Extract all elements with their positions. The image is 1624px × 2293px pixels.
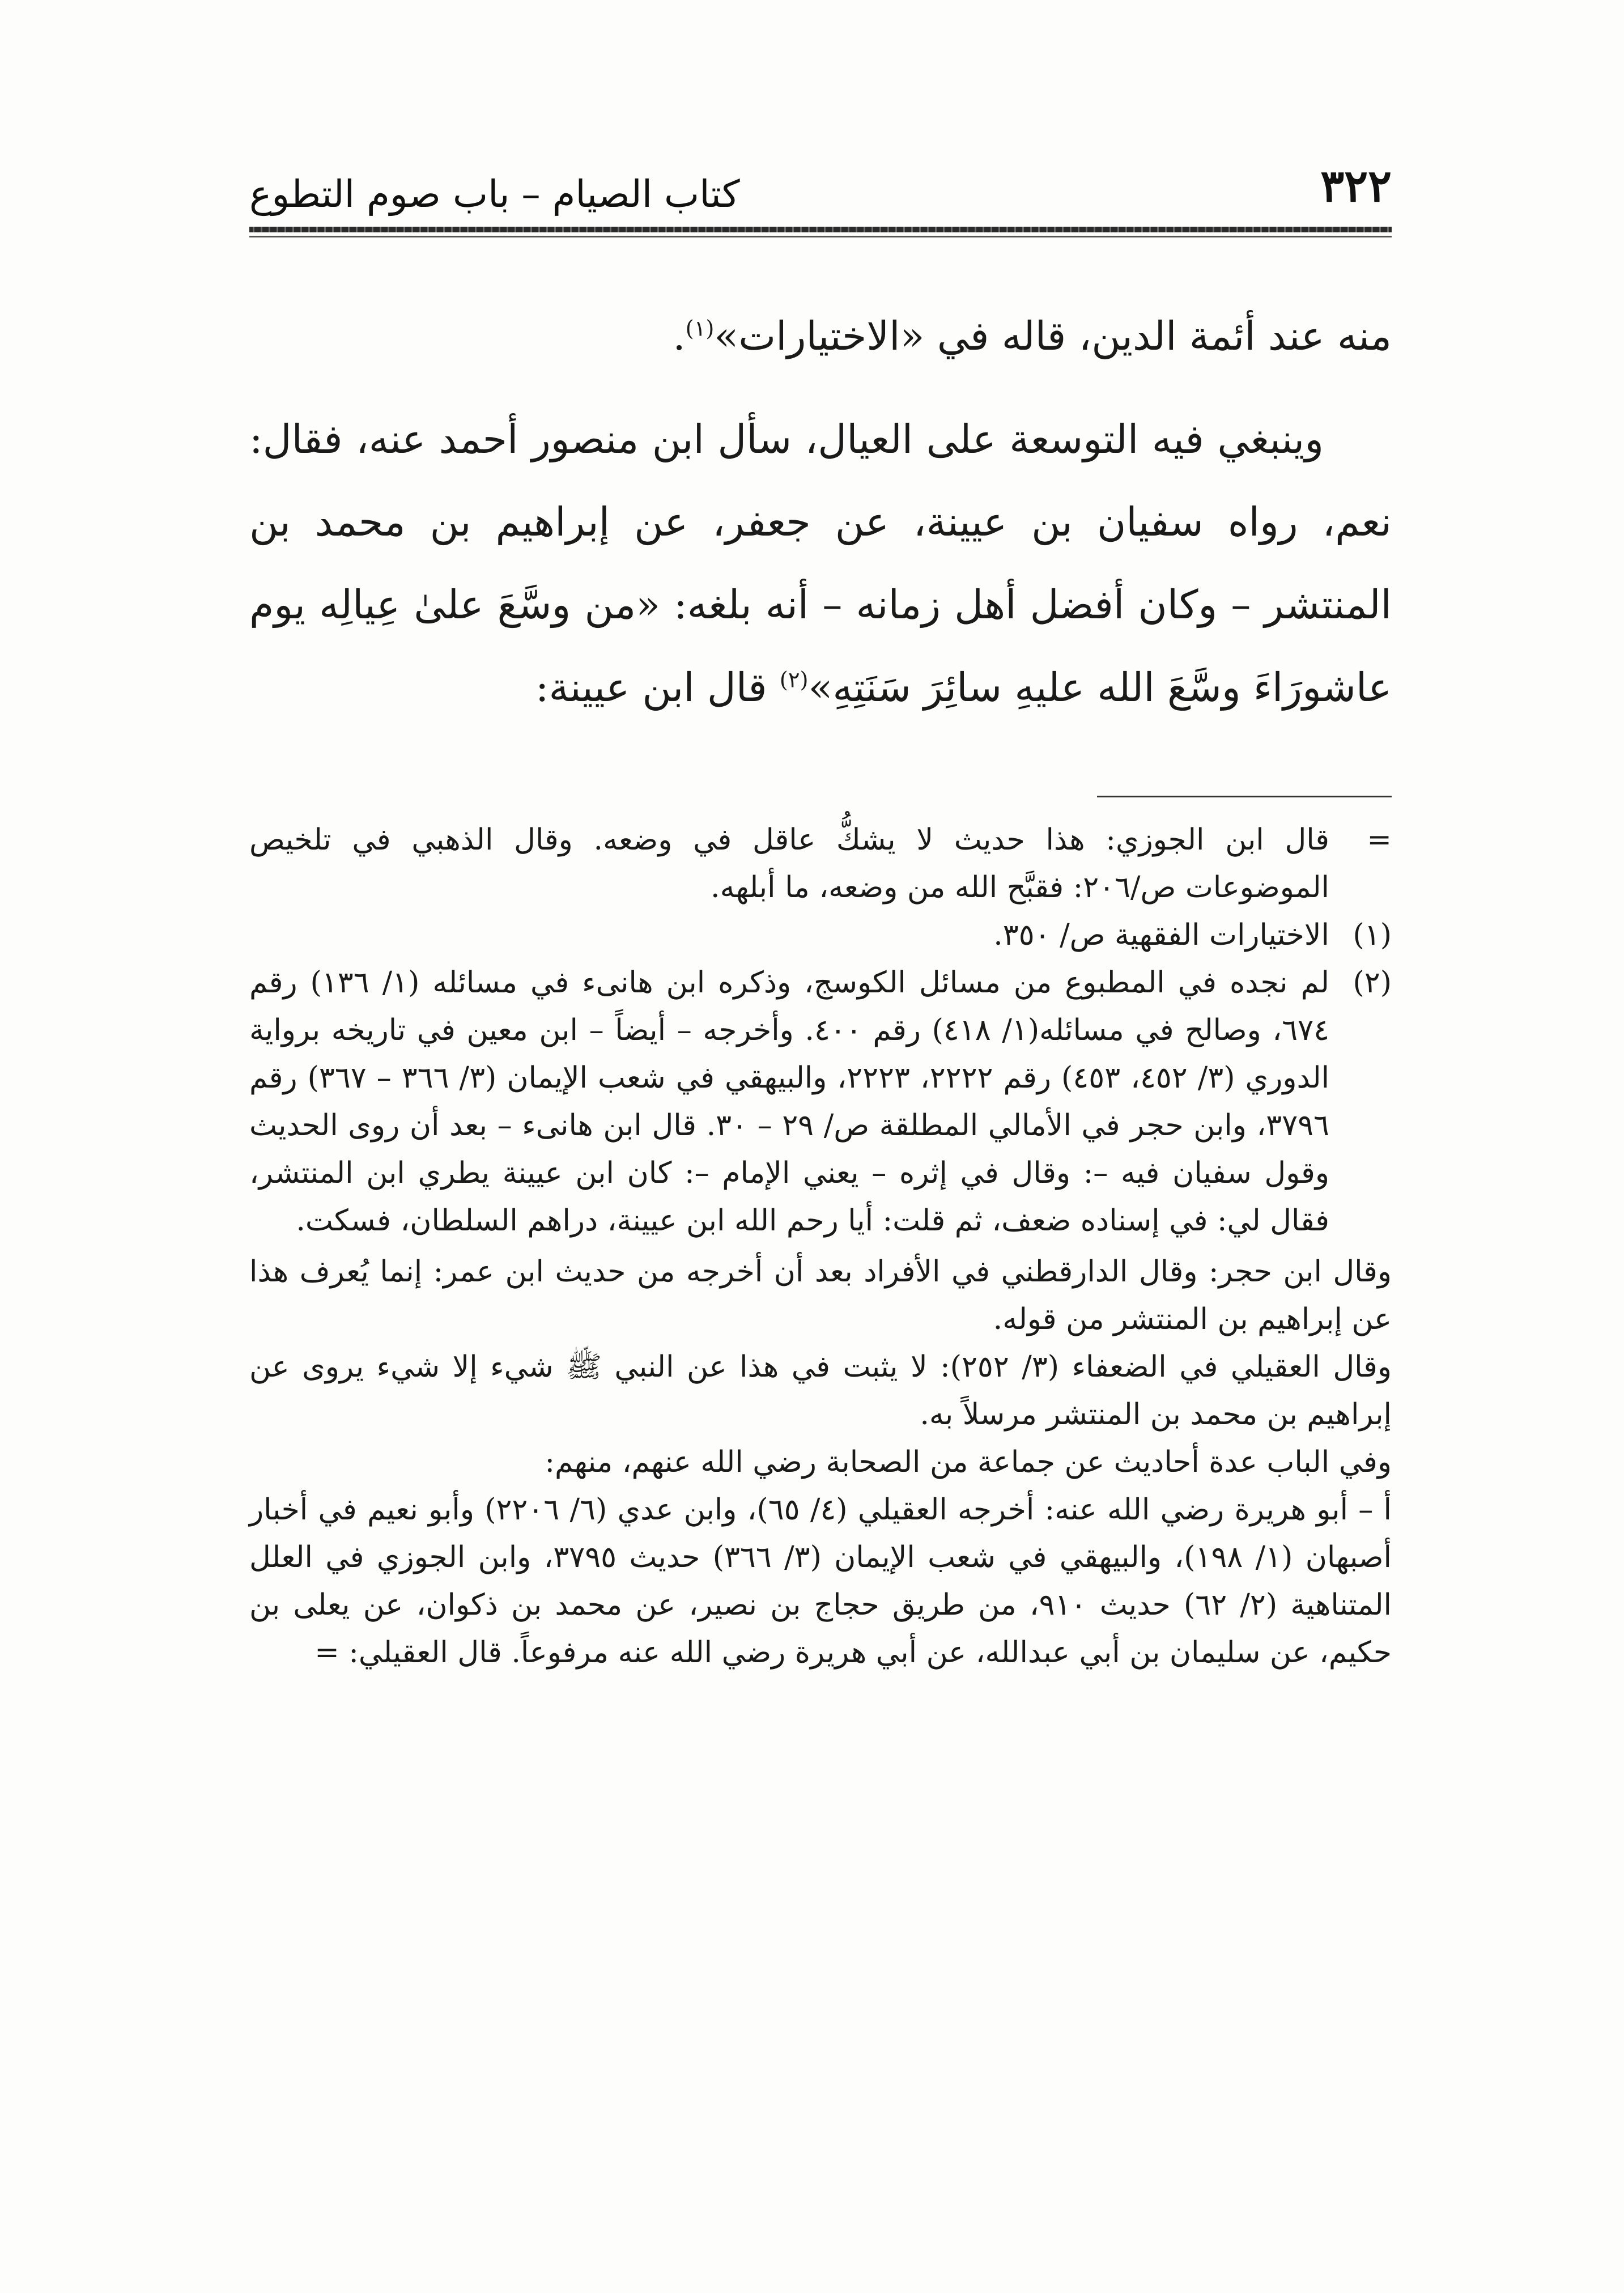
footnote-1 <box>249 911 1392 959</box>
footnote-2-ibn-hajar: وقال ابن حجر: وقال الدارقطني في الأفراد بعد أن أخرجه من حديث ابن عمر: إنما يُعرف هذا عن إبراهيم بن المنتشر من قوله. <box>249 1255 1392 1336</box>
footnote-continuation <box>249 816 1392 911</box>
continuation-mark: = <box>1367 823 1392 857</box>
main-line-1-text: منه عند أئمة الدين، قاله في «الاختيارات» <box>714 313 1392 359</box>
footnote-2-bab: وفي الباب عدة أحاديث عن جماعة من الصحابة رضي الله عنهم، منهم: <box>545 1445 1392 1479</box>
footnote-ref-1: (١) <box>685 316 715 342</box>
header-rule-thick <box>249 227 1392 232</box>
main-line-1-tail: . <box>673 313 686 359</box>
main-paragraph-2-tail: قال ابن عيينة: <box>535 664 780 711</box>
main-text <box>249 295 1392 749</box>
main-paragraph-1 <box>249 295 1392 377</box>
footnote-continuation-text: قال ابن الجوزي: هذا حديث لا يشكُّ عاقل في وضعه. وقال الذهبي في تلخيص الموضوعات ص/٢٠٦: فقبَّح الله من وضعه، ما أبلهه. <box>249 823 1329 905</box>
running-title: كتاب الصيام – باب صوم التطوع <box>249 172 740 216</box>
page-header <box>249 153 1392 238</box>
footnote-2-text: لم نجده في المطبوع من مسائل الكوسج، وذكره ابن هانىء في مسائله (١/ ١٣٦) رقم ٦٧٤، وصالح في مسائله(١/ ٤١٨) رقم ٤٠٠. وأخرجه – أيضاً – ابن معين في تاريخه برواية الدوري (٣/ ٤٥٢، ٤٥٣) رقم ٢٢٢٢، ٢٢٢٣، والبيهقي في شعب الإيمان (٣/ ٣٦٦ – ٣٦٧) رقم ٣٧٩٦، وابن حجر في الأمالي المطلقة ص/ ٢٩ – ٣٠. قال ابن هانىء – بعد أن روى الحديث وقول سفيان فيه –: وقال في إثره – يعني الإمام –: كان ابن عيينة يطري ابن المنتشر، فقال لي: في إسناده ضعف، ثم قلت: أيا رحم الله ابن عيينة، دراهم السلطان، فسكت. <box>249 966 1330 1238</box>
footnote-2-mark: (٢) <box>1353 966 1392 1000</box>
footnote-2-abu-hurayra: أ – أبو هريرة رضي الله عنه: أخرجه العقيلي (٤/ ٦٥)، وابن عدي (٦/ ٢٢٠٦) وأبو نعيم في أخبار أصبهان (١/ ١٩٨)، والبيهقي في شعب الإيمان (٣/ ٣٦٦) حديث ٣٧٩٥، وابن الجوزي في العلل المتناهية (٢/ ٦٢) حديث ٩١٠، من طريق حجاج بن نصير، عن محمد بن ذكوان، عن يعلى بن حكيم، عن سليمان بن أبي عبدالله، عن أبي هريرة رضي الله عنه مرفوعاً. قال العقيلي: = <box>249 1493 1392 1670</box>
footnote-ref-2: (٢) <box>779 667 809 693</box>
footnote-separator <box>1097 796 1392 797</box>
footnote-1-text: الاختيارات الفقهية ص/ ٣٥٠. <box>993 918 1329 952</box>
footnote-2 <box>249 959 1392 1245</box>
header-rule-thin <box>249 236 1392 237</box>
footnote-1-mark: (١) <box>1353 918 1392 952</box>
page-number: ٣٢٢ <box>1320 160 1392 212</box>
main-paragraph-2-text: وينبغي فيه التوسعة على العيال، سأل ابن منصور أحمد عنه، فقال: نعم، رواه سفيان بن عيينة، عن جعفر، عن إبراهيم بن محمد بن المنتشر – وكان أفضل أهل زمانه – أنه بلغه: «من وسَّعَ علىٰ عِيالِه يوم عاشورَاءَ وسَّعَ الله عليهِ سائِرَ سَنَتِهِ» <box>249 416 1392 711</box>
main-paragraph-2 <box>249 398 1392 729</box>
footnote-2-uqaili: وقال العقيلي في الضعفاء (٣/ ٢٥٢): لا يثبت في هذا عن النبي ﷺ شيء إلا شيء يروى عن إبراهيم بن محمد بن المنتشر مرسلاً به. <box>249 1350 1392 1432</box>
footnotes <box>249 816 1392 1676</box>
